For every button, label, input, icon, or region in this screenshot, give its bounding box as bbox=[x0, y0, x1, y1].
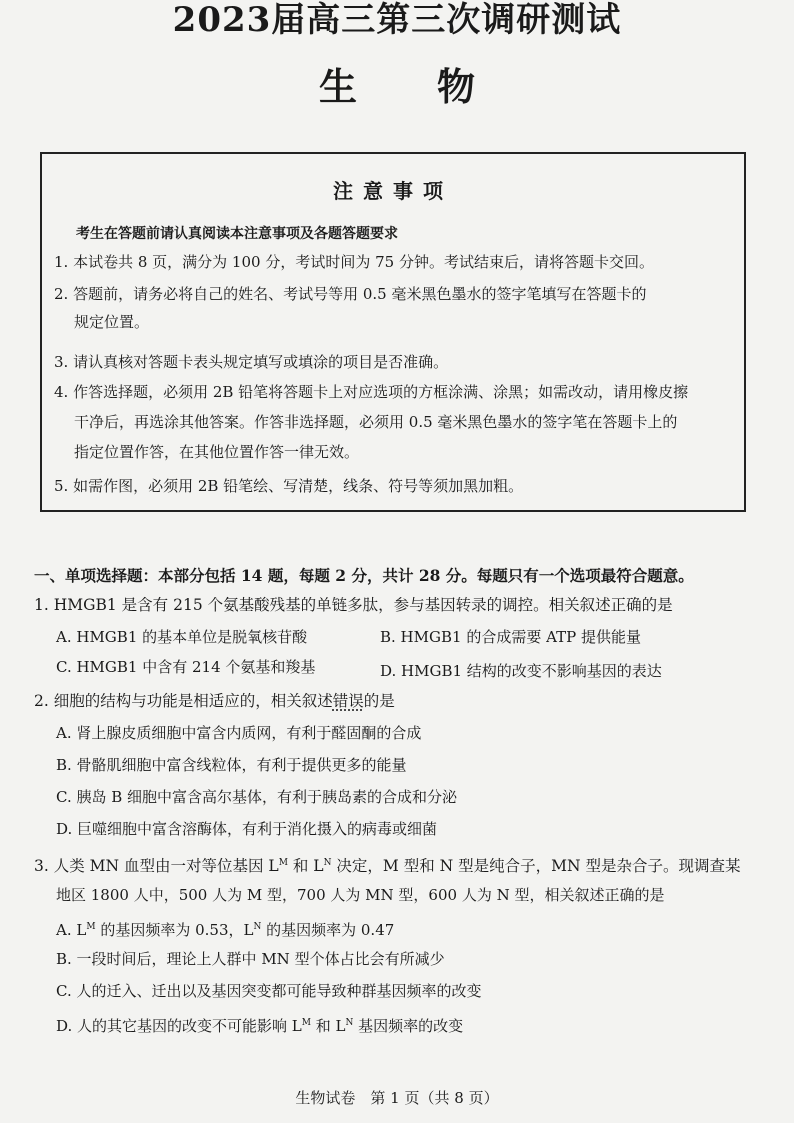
q1-stem: 1. HMGB1 是含有 215 个氨基酸残基的单链多肽，参与基因转录的调控。相关叙述正确的是 bbox=[34, 596, 673, 614]
q3-d-part2: 和 L bbox=[310, 1017, 346, 1035]
notice-title: 注意事项 bbox=[333, 179, 453, 203]
q3-stem-c: 决定，M 型和 N 型是纯合子，MN 型是杂合子。现调查某 bbox=[331, 857, 741, 876]
q3-stem-b: 和 L bbox=[287, 857, 324, 876]
q2-option-c: C. 胰岛 B 细胞中富含高尔基体，有利于胰岛素的合成和分泌 bbox=[56, 788, 458, 806]
q1-option-d: D. HMGB1 结构的改变不影响基因的表达 bbox=[380, 662, 662, 680]
page-footer: 生物试卷 第 1 页（共 8 页） bbox=[295, 1089, 499, 1107]
q2-stem bbox=[34, 690, 395, 712]
exam-title: 2023届高三第三次调研测试 bbox=[172, 0, 622, 40]
q3-sup-n: N bbox=[323, 858, 332, 868]
q3-a-part1: A. L bbox=[56, 921, 87, 939]
q3-d-part3: 基因频率的改变 bbox=[353, 1017, 464, 1035]
q3-stem-line1 bbox=[34, 852, 741, 877]
q2-stem-pre: 2. 细胞的结构与功能是相适应的，相关叙述 bbox=[34, 692, 333, 710]
q2-stem-emphasis: 错误 bbox=[332, 692, 364, 710]
notice-item-4-cont1: 干净后，再选涂其他答案。作答非选择题，必须用 0.5 毫米黑色墨水的签字笔在答题卡上的 bbox=[74, 413, 678, 431]
q3-option-a bbox=[56, 916, 394, 941]
notice-item-5: 5. 如需作图，必须用 2B 铅笔绘、写清楚，线条、符号等须加黑加粗。 bbox=[54, 477, 524, 495]
notice-lead: 考生在答题前请认真阅读本注意事项及各题答题要求 bbox=[76, 226, 398, 242]
q3-d-sup-n: N bbox=[345, 1018, 354, 1028]
subject-title: 生物 bbox=[318, 64, 555, 109]
q3-a-sup-n: N bbox=[253, 922, 262, 932]
notice-item-4-cont2: 指定位置作答，在其他位置作答一律无效。 bbox=[74, 443, 360, 461]
q2-stem-post: 的是 bbox=[363, 692, 395, 710]
section-heading: 一、单项选择题：本部分包括 14 题，每题 2 分，共计 28 分。每题只有一个选项最符合题意。 bbox=[34, 566, 694, 585]
notice-item-3: 3. 请认真核对答题卡表头规定填写或填涂的项目是否准确。 bbox=[54, 353, 449, 371]
q3-d-sup-m: M bbox=[301, 1018, 311, 1028]
notice-item-1: 1. 本试卷共 8 页，满分为 100 分，考试时间为 75 分钟。考试结束后，请将答题卡交回。 bbox=[54, 253, 654, 271]
q3-a-sup-m: M bbox=[86, 922, 96, 932]
notice-box bbox=[40, 152, 746, 512]
q1-option-b: B. HMGB1 的合成需要 ATP 提供能量 bbox=[380, 628, 641, 646]
notice-item-4: 4. 作答选择题，必须用 2B 铅笔将答题卡上对应选项的方框涂满、涂黑；如需改动，请用橡皮擦 bbox=[54, 383, 689, 401]
q3-stem-a: 3. 人类 MN 血型由一对等位基因 L bbox=[34, 857, 279, 876]
q1-option-a: A. HMGB1 的基本单位是脱氧核苷酸 bbox=[56, 628, 308, 646]
q3-d-part1: D. 人的其它基因的改变不可能影响 L bbox=[56, 1017, 302, 1035]
q1-option-c: C. HMGB1 中含有 214 个氨基和羧基 bbox=[56, 658, 316, 676]
notice-item-2-cont: 规定位置。 bbox=[74, 313, 150, 331]
q3-a-part3: 的基因频率为 0.47 bbox=[261, 921, 395, 939]
q3-option-c: C. 人的迁入、迁出以及基因突变都可能导致种群基因频率的改变 bbox=[56, 982, 482, 1000]
q3-option-d bbox=[56, 1012, 463, 1037]
q2-option-d: D. 巨噬细胞中富含溶酶体，有利于消化摄入的病毒或细菌 bbox=[56, 820, 438, 838]
q3-sup-m: M bbox=[278, 858, 288, 868]
q2-option-b: B. 骨骼肌细胞中富含线粒体，有利于提供更多的能量 bbox=[56, 756, 407, 774]
q3-stem-line2: 地区 1800 人中，500 人为 M 型，700 人为 MN 型，600 人为 N 型，相关叙述正确的是 bbox=[56, 886, 665, 904]
notice-item-2: 2. 答题前，请务必将自己的姓名、考试号等用 0.5 毫米黑色墨水的签字笔填写在答题卡的 bbox=[54, 285, 647, 303]
q3-a-part2: 的基因频率为 0.53，L bbox=[95, 921, 254, 939]
q2-option-a: A. 肾上腺皮质细胞中富含内质网，有利于醛固酮的合成 bbox=[56, 724, 422, 742]
q3-option-b: B. 一段时间后，理论上人群中 MN 型个体占比会有所减少 bbox=[56, 950, 445, 968]
